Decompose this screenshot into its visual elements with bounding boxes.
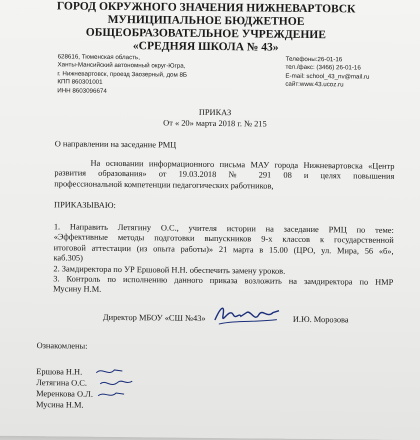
header-line-4: «СРЕДНЯЯ ШКОЛА № 43» xyxy=(132,40,279,54)
director-signature xyxy=(211,300,283,331)
order-subject: О направлении на заседание РМЦ xyxy=(54,139,177,150)
email-line: E-mail: school_43_nv@mail.ru xyxy=(285,72,370,81)
phone-line: Телефоны:26-01-16 xyxy=(285,55,343,64)
item-line: Мусину Н.М. xyxy=(53,284,102,295)
item-line: итоговой аттестации (из опыта работы)» 21 марта в 15.00 (ЦРО, ул. Мира, 56 «б», xyxy=(53,243,394,256)
acquainted-name: Ершова Н.Н. xyxy=(36,367,83,377)
command-word: ПРИКАЗЫВАЮ: xyxy=(54,200,116,210)
acquaintance-signatures xyxy=(92,365,152,412)
inn-line: ИНН 8603096674 xyxy=(57,86,107,95)
address-right xyxy=(285,56,369,91)
acquainted-label: Ознакомлены: xyxy=(36,341,88,351)
item-line: 1. Направить Летягину О.С., учителя истории на заседание РМЦ по теме: xyxy=(53,222,394,235)
order-items xyxy=(53,222,394,298)
acquainted-name: Меренкова О.Л. xyxy=(36,389,93,399)
address-line: 628616, Тюменская область, xyxy=(57,53,141,62)
address-line: Ханты-Мансийский автономный округ-Югра, xyxy=(57,61,186,71)
basis-line: На основании информационного письма МАУ города Нижневартовска «Центр xyxy=(90,158,395,171)
kpp-line: КПП 860301001 xyxy=(57,78,103,87)
basis-paragraph xyxy=(54,158,394,193)
signatory-name: И.Ю. Морозова xyxy=(292,314,349,325)
address-left xyxy=(57,53,187,96)
acquainted-name: Летягина О.С. xyxy=(36,378,88,388)
item-line: 2. Замдиректора по УР Ершовой Н.Н. обеспечить замену уроков. xyxy=(53,263,286,276)
header-line-1: ГОРОД ОКРУЖНОГО ЗНАЧЕНИЯ НИЖНЕВАРТОВСК xyxy=(56,0,356,16)
header-line-3: ОБЩЕОБРАЗОВАТЕЛЬНОЕ УЧРЕЖДЕНИЕ xyxy=(85,26,326,42)
address-line: г. Нижневартовск, проезд Заозерный, дом 8Б xyxy=(57,70,188,79)
order-title: ПРИКАЗ xyxy=(198,107,232,118)
item-line: «Эффективные методы подготовки выпускников 9-х классов к государственной xyxy=(53,232,394,246)
header-line-2: МУНИЦИПАЛЬНОЕ БЮДЖЕТНОЕ xyxy=(107,13,305,28)
acquainted-name: Мусина Н.М. xyxy=(35,400,84,410)
item-line: каб.305) xyxy=(53,253,83,263)
item-line: 3. Контроль по исполнению данного приказа возложить на замдиректора по НМР xyxy=(53,274,394,287)
signatory-title: Директор МБОУ «СШ №43» xyxy=(102,312,206,323)
website-line: сайт:www.43.ucoz.ru xyxy=(285,80,344,89)
fax-line: тел./факс: (3466) 26-01-16 xyxy=(285,64,361,72)
order-date-number: От « 20» марта 2018 г. № 215 xyxy=(163,118,267,129)
basis-line: развития образования» от 19.03.2018 № 291 08 и целях повышения xyxy=(54,168,395,182)
basis-line: профессиональной компетенции педагогических работников, xyxy=(54,179,274,191)
